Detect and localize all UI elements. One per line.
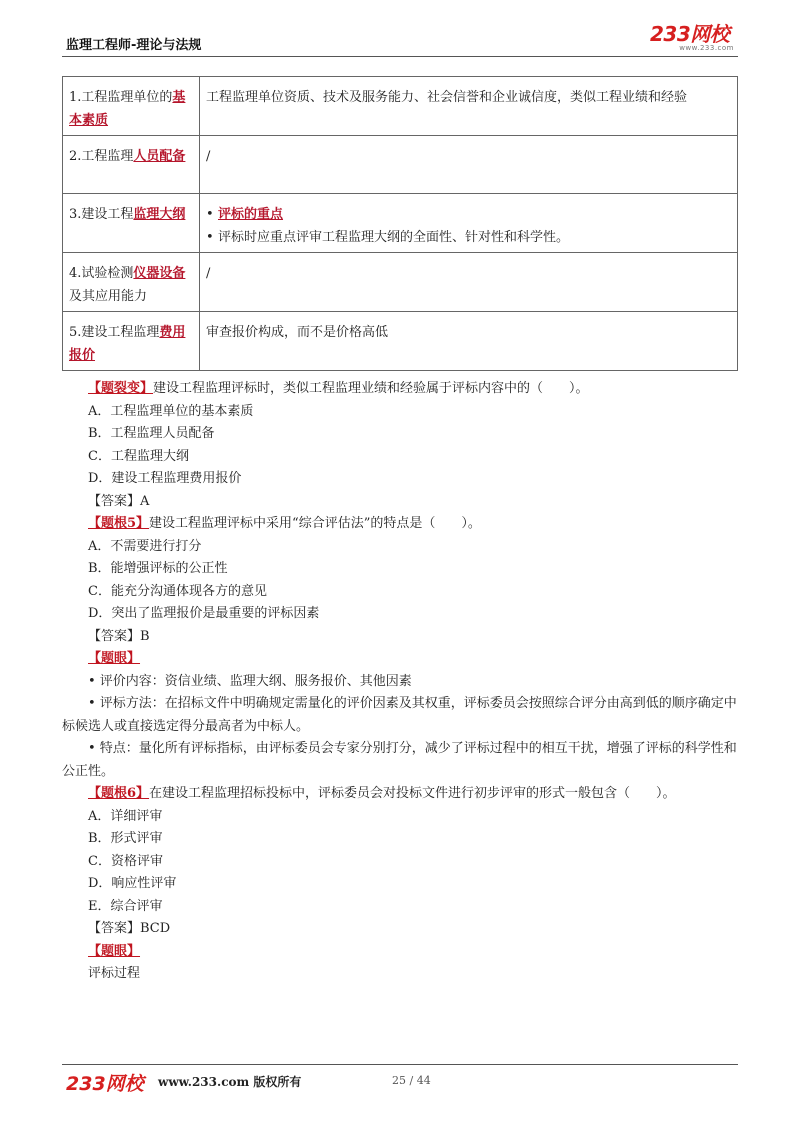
option: A．不需要进行打分 [88, 538, 202, 554]
table-row [63, 136, 738, 194]
option: B．形式评审 [88, 831, 163, 846]
answer: 【答案】BCD [88, 921, 171, 936]
option: C．工程监理大纲 [88, 448, 189, 464]
criteria-label: 5.建设工程监理费用报价 [63, 312, 200, 371]
question-tag: 【题根6】 [88, 786, 150, 801]
copyright-text: www.233.com 版权所有 [158, 1075, 302, 1089]
bullet-item: • 评标的重点 [206, 207, 284, 222]
option: B．能增强评标的公正性 [88, 561, 228, 576]
option: D．建设工程监理费用报价 [88, 471, 242, 486]
note-item: • 评价内容：资信业绩、监理大纲、服务报价、其他因素 [88, 673, 412, 689]
question-stem: 【题根5】建设工程监理评标中采用“综合评估法”的特点是（ ）。 [88, 516, 481, 531]
evaluation-criteria-table [62, 76, 738, 371]
brand-logo-text: 233网校 [650, 22, 730, 46]
option: D．响应性评审 [88, 876, 177, 891]
criteria-content: / [200, 136, 738, 194]
option: D．突出了监理报价是最重要的评标因素 [88, 606, 320, 621]
footer-logo: 233网校 [66, 1073, 144, 1095]
table-row [63, 253, 738, 312]
answer: 【答案】B [88, 628, 150, 644]
question-content [62, 378, 738, 986]
criteria-label: 2.工程监理人员配备 [63, 136, 200, 194]
page-number: 25 / 44 [392, 1074, 431, 1087]
option: E．综合评审 [88, 898, 163, 914]
note-item: • 评标方法：在招标文件中明确规定需量化的评价因素及其权重，评标委员会按照综合评分由高到低的顺序确定中标候选人或直接选定得分最高者为中标人。 [62, 696, 737, 734]
key-point-heading: 【题眼】 [88, 651, 141, 666]
criteria-content: 审查报价构成，而不是价格高低 [200, 312, 738, 371]
criteria-content: / [200, 253, 738, 312]
option: C．能充分沟通体现各方的意见 [88, 583, 267, 599]
page-footer [62, 1064, 738, 1095]
document-title: 监理工程师-理论与法规 [66, 38, 202, 53]
key-point-text: 评标过程 [88, 966, 141, 981]
table-row [63, 77, 738, 136]
table-row [63, 312, 738, 371]
option: B．工程监理人员配备 [88, 426, 215, 441]
bullet-item: • 评标时应重点评审工程监理大纲的全面性、针对性和科学性。 [206, 230, 570, 245]
criteria-label: 3.建设工程监理大纲 [63, 194, 200, 253]
question-tag: 【题裂变】 [88, 381, 154, 396]
key-point-heading: 【题眼】 [88, 943, 141, 959]
option: A．工程监理单位的基本素质 [88, 403, 254, 419]
question-stem: 【题根6】在建设工程监理招标投标中，评标委员会对投标文件进行初步评审的形式一般包含（ ）。 [88, 786, 676, 801]
criteria-label: 1.工程监理单位的基本素质 [63, 77, 200, 136]
brand-logo [650, 24, 734, 54]
note-item: • 特点：量化所有评标指标，由评标委员会专家分别打分，减少了评标过程中的相互干扰，增强了评标的科学性和公正性。 [62, 741, 737, 779]
criteria-label: 4.试验检测仪器设备及其应用能力 [63, 253, 200, 312]
question-tag: 【题根5】 [88, 516, 150, 531]
question-stem: 【题裂变】建设工程监理评标时，类似工程监理业绩和经验属于评标内容中的（ ）。 [88, 381, 589, 396]
criteria-content: 工程监理单位资质、技术及服务能力、社会信誉和企业诚信度，类似工程业绩和经验 [200, 77, 738, 136]
criteria-content [200, 194, 738, 253]
page-header [62, 24, 738, 57]
brand-logo-domain: www.233.com [679, 44, 734, 52]
answer: 【答案】A [88, 493, 150, 509]
option: A．详细评审 [88, 808, 163, 824]
option: C．资格评审 [88, 853, 163, 869]
table-row [63, 194, 738, 253]
